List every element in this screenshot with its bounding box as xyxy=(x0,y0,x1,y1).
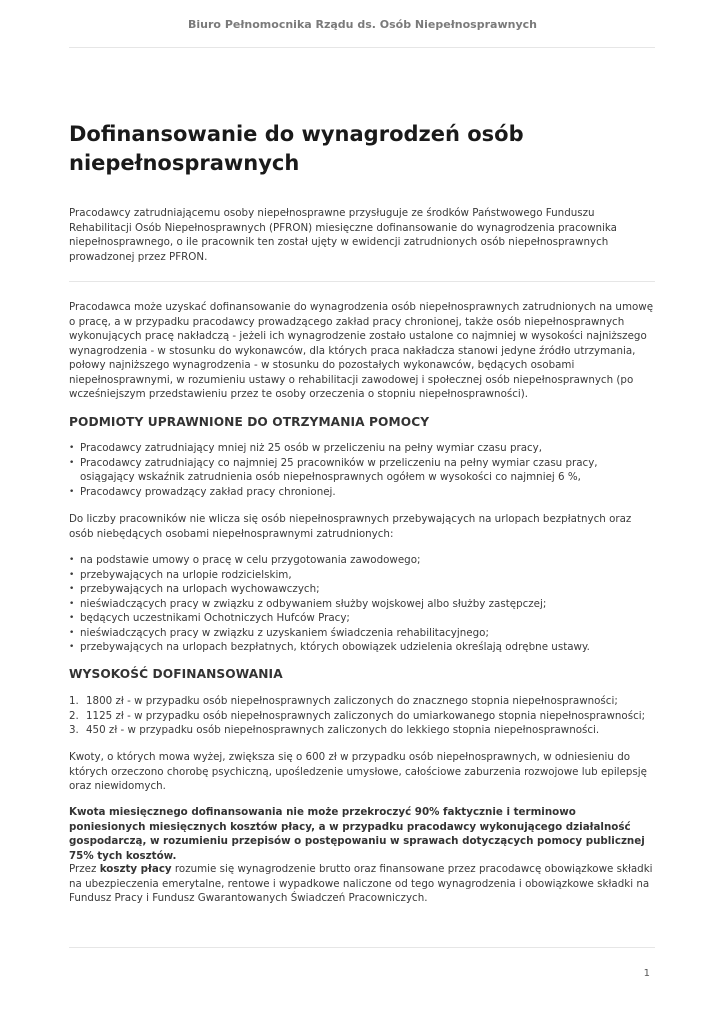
intro-paragraph: Pracodawcy zatrudniającemu osoby niepełnosprawne przysługuje ze środków Państwowego Funduszu Rehabilitacji Osób Niepełnosprawnych (PFRON) miesięczne dofinansowanie do wynagrodzenia pracownika niepełnosprawnego, o ile pracownik ten został ujęty w ewidencji zatrudnionych osób niepełnosprawnych prowadzonej przez PFRON. xyxy=(69,207,617,263)
list-number: 3. xyxy=(69,724,79,736)
eligible-entities-list xyxy=(69,441,655,499)
list-item xyxy=(69,723,655,738)
list-item: • będących uczestnikami Ochotniczych Hufców Pracy; xyxy=(69,611,655,626)
eligibility-paragraph: Pracodawca może uzyskać dofinansowanie do wynagrodzenia osób niepełnosprawnych zatrudnionych na umowę o pracę, a w przypadku pracodawcy prowadzącego zakład pracy chronionej, także osób niepełnosprawnych wykonujących pracę nakładczą - jeżeli ich wynagrodzenie zostało ustalone co najmniej w wysokości najniższego wynagrodzenia - w stosunku do wykonawców, dla których praca nakładcza stanowi jedyne źródło utrzymania, połowy najniższego wynagrodzenia - w stosunku do pozostałych wykonawców, będących osobami niepełnosprawnymi, w rozumieniu ustawy o rehabilitacji zawodowej i społecznej osób niepełnosprawnych (po wcześniejszym przedstawieniu przez te osoby orzeczenia o stopniu niepełnosprawności). xyxy=(69,301,654,400)
header-divider xyxy=(69,47,655,48)
wage-costs-definition xyxy=(69,862,655,906)
list-item: • na podstawie umowy o pracę w celu przygotowania zawodowego; xyxy=(69,553,655,568)
definition-term: koszty płacy xyxy=(99,863,172,875)
list-item: • nieświadczących pracy w związku z uzyskaniem świadczenia rehabilitacyjnego; xyxy=(69,626,655,641)
exclusions-note: Do liczby pracowników nie wlicza się osób niepełnosprawnych przebywających na urlopach bezpłatnych oraz osób niebędących osobami niepełnosprawnymi zatrudnionych: xyxy=(69,513,632,540)
list-number: 1. xyxy=(69,695,79,707)
footer-divider xyxy=(69,947,655,948)
list-item-text: 450 zł - w przypadku osób niepełnosprawnych zaliczonych do lekkiego stopnia niepełnosprawności. xyxy=(86,724,600,736)
list-item: • Pracodawcy zatrudniający co najmniej 25 pracowników w przeliczeniu na pełny wymiar czasu pracy, osiągający wskaźnik zatrudnienia osób niepełnosprawnych ogółem w wysokości co najmniej 6 %, xyxy=(69,456,655,485)
list-item xyxy=(69,694,655,709)
list-item-text: 1800 zł - w przypadku osób niepełnosprawnych zaliczonych do znacznego stopnia niepełnosprawności; xyxy=(86,695,618,707)
list-item: • przebywających na urlopach wychowawczych; xyxy=(69,582,655,597)
list-item: • Pracodawcy zatrudniający mniej niż 25 osób w przeliczeniu na pełny wymiar czasu pracy, xyxy=(69,441,655,456)
page-number: 1 xyxy=(643,968,650,979)
list-item xyxy=(69,709,655,724)
definition-text: rozumie się wynagrodzenie brutto oraz finansowane przez pracodawcę obowiązkowe składki na ubezpieczenia emerytalne, rentowe i wypadkowe naliczone od tego wynagrodzenia i obowiązkowe składki na Fundusz Pracy i Fundusz Gwarantowanych Świadczeń Pracowniczych. xyxy=(69,863,653,904)
amount-increase-note: Kwoty, o których mowa wyżej, zwiększa się o 600 zł w przypadku osób niepełnosprawnych, w odniesieniu do których orzeczono chorobę psychiczną, upośledzenie umysłowe, całościowe zaburzenia rozwojowe lub epilepsję oraz niewidomych. xyxy=(69,751,647,792)
section-heading-amount: WYSOKOŚĆ DOFINANSOWANIA xyxy=(69,667,283,681)
section-divider xyxy=(69,281,655,282)
section-heading-eligible-entities: PODMIOTY UPRAWNIONE DO OTRZYMANIA POMOCY xyxy=(69,415,430,429)
exclusions-list xyxy=(69,553,655,655)
definition-prefix: Przez xyxy=(69,863,100,875)
list-item-text: 1125 zł - w przypadku osób niepełnosprawnych zaliczonych do umiarkowanego stopnia niepełnosprawności; xyxy=(86,709,646,722)
funding-limit-note: Kwota miesięcznego dofinansowania nie może przekroczyć 90% faktycznie i terminowo poniesionych miesięcznych kosztów płacy, a w przypadku pracodawcy wykonującego działalność gospodarczą, w rozumieniu przepisów o postępowaniu w sprawach dotyczących pomocy publicznej 75% tych kosztów. xyxy=(69,806,645,862)
list-item: • przebywających na urlopach bezpłatnych, których obowiązek udzielenia określają odrębne ustawy. xyxy=(69,640,655,655)
amounts-list xyxy=(69,694,655,738)
list-item: • przebywających na urlopie rodzicielskim, xyxy=(69,568,655,583)
list-item: • Pracodawcy prowadzący zakład pracy chronionej. xyxy=(69,485,655,500)
list-number: 2. xyxy=(69,709,79,722)
list-item: • nieświadczących pracy w związku z odbywaniem służby wojskowej albo służby zastępczej; xyxy=(69,597,655,612)
document-title: Dofinansowanie do wynagrodzeń osób niepełnosprawnych xyxy=(69,122,524,175)
page-header: Biuro Pełnomocnika Rządu ds. Osób Niepełnosprawnych xyxy=(188,18,537,31)
